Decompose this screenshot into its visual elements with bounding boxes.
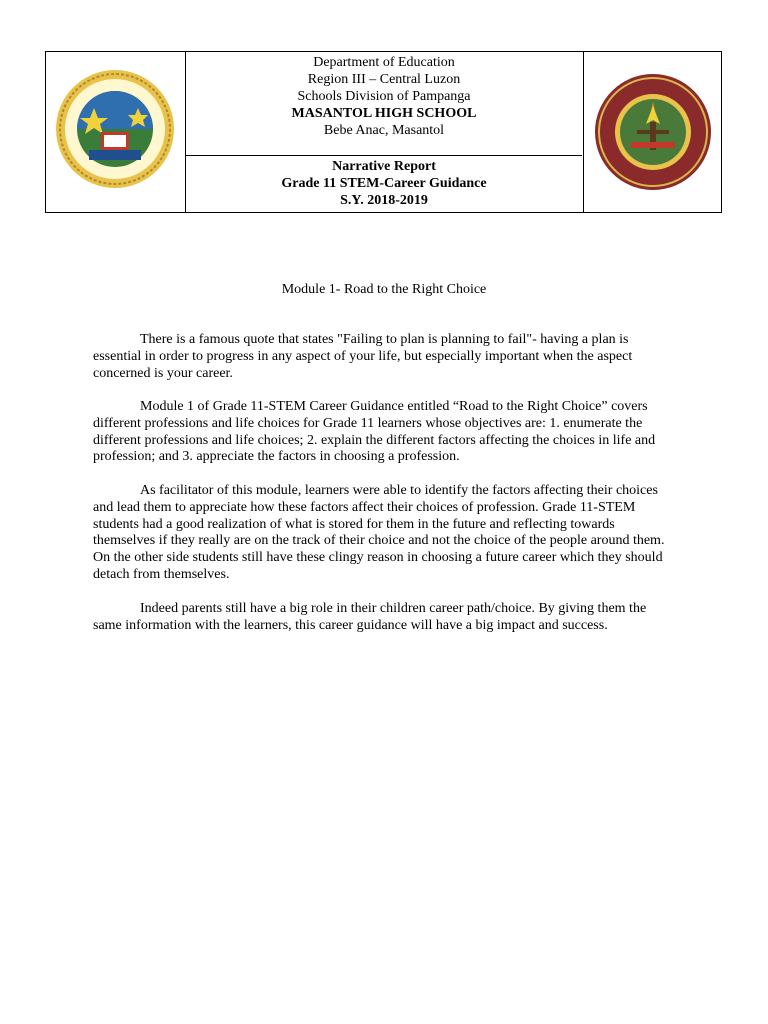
left-logo-cell [46, 52, 186, 212]
module-title: Module 1- Road to the Right Choice [281, 282, 487, 297]
report-subject: Grade 11 STEM-Career Guidance [281, 176, 487, 191]
paragraph-1-text: There is a famous quote that states "Failing to plan is planning to fail"- having a plan is essential in order to progress in any aspect of your life, but especially important when the aspect concerned is your career. [93, 332, 633, 381]
division-name: Schools Division of Pampanga [297, 89, 471, 104]
paragraph-1 [93, 332, 673, 382]
school-address: Bebe Anac, Masantol [323, 123, 445, 138]
department-name: Department of Education [313, 55, 455, 70]
paragraph-3-text: As facilitator of this module, learners were able to identify the factors affecting their choices and lead them to appreciate how these factors affect their choices of profession. Grade 11-STEM students had a good realization of what is stored for them in the future and reflecting towards themselves if they really are on the track of their choice and not the choice of the people around them. On the other side students still have these clingy reason in choosing a future career which they should detach from themselves. [93, 483, 665, 582]
header-report-info [186, 156, 582, 212]
paragraph-3 [93, 483, 673, 584]
paragraph-4-text: Indeed parents still have a big role in their children career path/choice. By giving them the same information with the learners, this career guidance will have a big impact and success. [93, 601, 647, 633]
deped-seal-logo [54, 68, 176, 190]
paragraph-2 [93, 399, 673, 466]
masantol-hs-seal-logo [593, 72, 713, 192]
report-title: Narrative Report [332, 159, 436, 174]
right-logo-cell [583, 52, 722, 212]
school-name: MASANTOL HIGH SCHOOL [291, 106, 477, 121]
header-table [45, 51, 722, 213]
paragraph-2-text: Module 1 of Grade 11-STEM Career Guidance entitled “Road to the Right Choice” covers different professions and life choices for Grade 11 learners whose objectives are: 1. enumerate the different professions and life choices; 2. explain the different factors affecting the choices in life and profession; and 3. appreciate the factors in choosing a profession. [93, 399, 656, 465]
header-school-info [186, 52, 582, 156]
region-name: Region III – Central Luzon [307, 72, 461, 87]
paragraph-4 [93, 601, 673, 635]
school-year: S.Y. 2018-2019 [340, 193, 428, 208]
